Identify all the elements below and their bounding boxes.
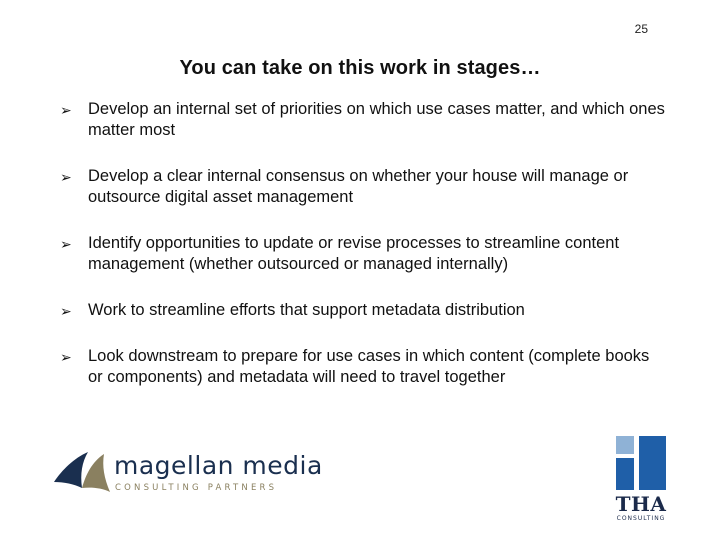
magellan-tagline: CONSULTING PARTNERS (115, 483, 278, 493)
tha-tagline: CONSULTING (616, 515, 666, 522)
bullet-text: Look downstream to prepare for use cases in which content (complete books or components) and metadata will need to travel together (88, 347, 650, 386)
tha-consulting-logo (612, 436, 670, 526)
magellan-media-logo (52, 448, 323, 508)
bullet-text: Develop an internal set of priorities on which use cases matter, and which ones matter most (88, 100, 665, 139)
arrowhead-bullet-icon: ➢ (60, 169, 72, 185)
bullet-item (57, 99, 667, 141)
bullet-item (57, 300, 667, 321)
arrowhead-bullet-icon: ➢ (60, 236, 72, 252)
bullet-item (57, 346, 667, 388)
page-number: 25 (634, 22, 648, 36)
bullet-text: Identify opportunities to update or revise processes to streamline content management (whether outsourced or managed internally) (88, 234, 620, 273)
tha-blocks-icon (612, 436, 670, 492)
arrowhead-bullet-icon: ➢ (60, 102, 72, 118)
arrowhead-bullet-icon: ➢ (60, 349, 72, 365)
magellan-wordmark: magellan media (114, 451, 323, 480)
arrowhead-bullet-icon: ➢ (60, 303, 72, 319)
tha-wordmark: THA (615, 492, 667, 516)
bullet-list (57, 99, 667, 413)
bullet-text: Work to streamline efforts that support metadata distribution (88, 301, 525, 319)
bullet-item (57, 233, 667, 275)
bullet-item (57, 166, 667, 208)
bullet-text: Develop a clear internal consensus on whether your house will manage or outsource digital asset management (88, 167, 629, 206)
magellan-swoosh-icon (52, 448, 112, 500)
slide-title: You can take on this work in stages… (179, 57, 541, 79)
